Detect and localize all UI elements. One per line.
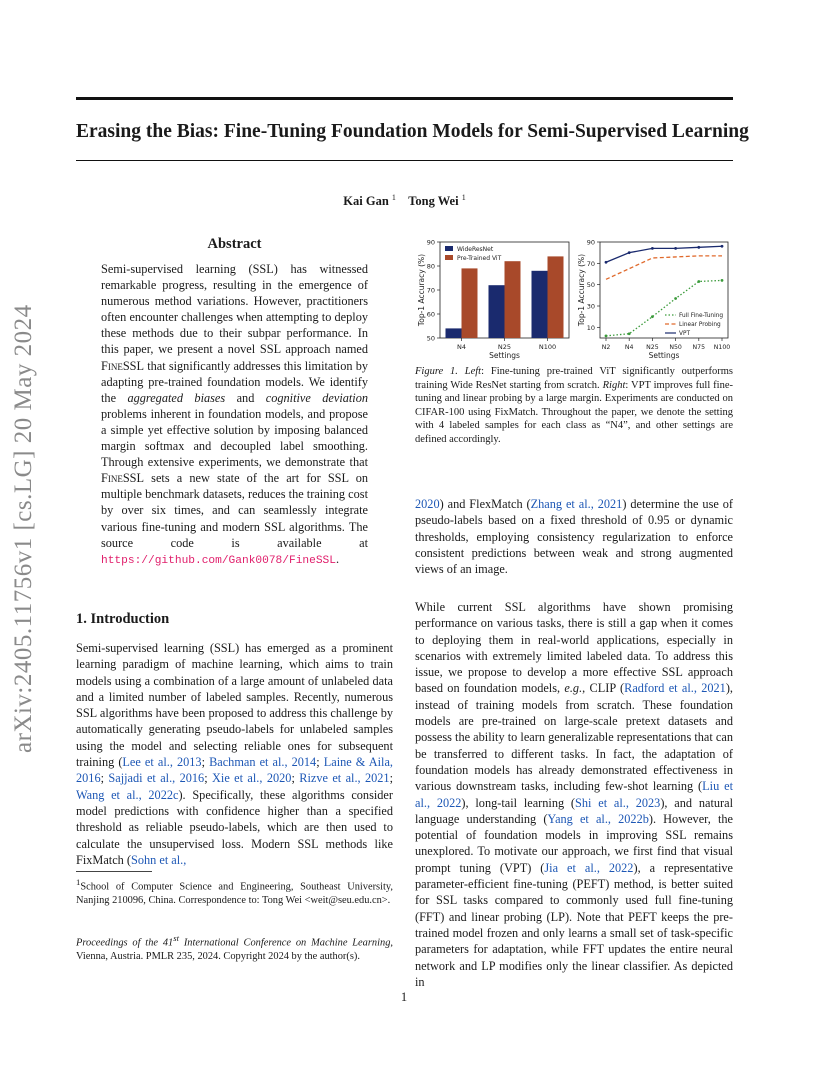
body-text: ), and natural language understanding ( [415, 795, 733, 826]
body-text: ), a representative parameter-efficient fine-tuning (PEFT) method, is better suited for SSL tasks compared to commonly used full fine-tuning (FFT) and linear probing (LP). Note that PEFT keeps the pre-trained model frozen and only learns a small set of task-specific parameters for adaptation, while FFT updates the entire neural network and LP modifies only the linear classifier. As depicted in [415, 860, 734, 989]
y-axis-label: Top-1 Accuracy (%) [577, 253, 586, 327]
source-code-link[interactable]: https://github.com/Gank0078/FineSSL [101, 554, 336, 567]
author-affiliation-mark: 1 [461, 193, 466, 202]
author-list [76, 193, 733, 209]
body-text: ), long-tail learning ( [461, 795, 576, 810]
page-number: 1 [400, 990, 408, 1004]
bar [532, 271, 548, 338]
legend-label: Linear Probing [679, 322, 721, 328]
body-text: ), instead of training models from scratch. These foundation models are pre-trained on large-scale pretext datasets and possess the ability to learn generalizable representations that can be transferred to different tasks. In fact, the adaptation of foundation models has already demonstrated effectiveness in various downstream tasks, including few-shot learning ( [415, 681, 733, 794]
abstract-text: problems inherent in foundation models, and propose a simple yet effective solution by imposing balanced margin softmax and decoupled label smoothing. Through extensive experiments, we demonstrate that [101, 406, 368, 470]
x-axis-label: Settings [648, 351, 680, 360]
body-text: Semi-supervised learning (SSL) has emerged as a prominent learning paradigm of machine learning, which aims to train models using a combination of a large amount of unlabeled data and a limited number of labeled samples. Recently, numerous SSL algorithms have been proposed to address this challenge by automatically generating pseudo-labels for unlabeled samples using the model and selecting reliable ones for subsequent training ( [76, 641, 393, 770]
citation-link[interactable]: Wang et al., 2022c [76, 787, 179, 802]
emphasis-text: e.g. [564, 681, 583, 696]
data-point [651, 315, 654, 318]
x-tick-label: N4 [457, 343, 466, 351]
legend-label: VPT [679, 331, 691, 337]
caption-emphasis: Left [464, 366, 482, 377]
body-text: ) determine the use of pseudo-labels based on a fixed threshold of 0.95 or dynamic thresholds, employing consistency regularization to enforce consistent predictions between weak and strong augmented views of an image. [415, 497, 733, 577]
body-text: While current SSL algorithms have shown promising performance on various tasks, there is still a gap when it comes to deploying them in real-world applications, especially in scenarios with extremely limited labeled data. To address this issue, we propose to develop a more effective SSL approach based on foundation models, [415, 600, 733, 696]
citation-link[interactable]: 2020 [415, 497, 440, 511]
bar [505, 261, 521, 338]
proceedings-text: , Vienna, Austria. PMLR 235, 2024. Copyright 2024 by the author(s). [76, 937, 393, 962]
method-name: FineSSL [101, 471, 145, 486]
abstract-text: and [225, 390, 266, 405]
section-heading: 1. Introduction [76, 611, 170, 627]
citation-link[interactable]: Liu et al., 2022 [415, 779, 733, 810]
intro-paragraph [76, 640, 393, 868]
body-paragraph [415, 496, 733, 577]
data-point [697, 246, 700, 249]
data-point [697, 280, 700, 283]
citation-link[interactable]: Shi et al., 2023 [575, 795, 661, 810]
body-text: ; [291, 771, 300, 786]
legend-swatch [445, 255, 453, 260]
caption-label: Figure 1. [415, 366, 458, 377]
proceedings-ordinal: 41 [162, 937, 174, 949]
data-point [651, 247, 654, 250]
body-text: ; [389, 771, 394, 786]
bar [446, 328, 462, 338]
y-tick-label: 60 [426, 310, 435, 319]
arxiv-identifier: arXiv:2405.11756v1 [cs.LG] 20 May 2024 [10, 304, 37, 753]
proceedings-text: Proceedings of the [76, 937, 163, 949]
y-tick-label: 10 [586, 323, 595, 332]
author-name: Kai Gan [343, 194, 389, 209]
data-point [628, 332, 631, 335]
x-tick-label: N25 [497, 343, 512, 351]
y-tick-label: 50 [586, 281, 595, 290]
body-text: ). Specifically, these algorithms consider model predictions with confidence higher than a specified threshold as reliable pseudo-labels, which are then used to calculate the unsupervised loss. Modern SSL methods like FixMatch ( [76, 787, 393, 867]
body-text: ; [316, 755, 324, 770]
data-point [721, 279, 724, 282]
body-text: ; [204, 771, 213, 786]
x-tick-label: N100 [538, 343, 557, 351]
series-line [606, 256, 722, 279]
data-point [721, 245, 724, 248]
y-tick-label: 30 [586, 302, 595, 311]
footnote-text: School of Computer Science and Engineering, Southeast University, Nanjing 210096, China. Correspondence to: Tong Wei <weit@seu.edu.cn>. [76, 881, 393, 906]
y-axis-label: Top-1 Accuracy (%) [417, 253, 426, 327]
abstract-text: . [335, 551, 340, 566]
bar [489, 285, 505, 338]
citation-link[interactable]: Rizve et al., 2021 [299, 771, 390, 786]
citation-link[interactable]: Zhang et al., 2021 [530, 497, 623, 511]
data-point [628, 251, 631, 254]
footnote-mark: 1 [76, 877, 81, 887]
paper-title: Erasing the Bias: Fine-Tuning Foundation Models for Semi-Supervised Learning [76, 121, 749, 142]
abstract-text: sets a new state of the art for SSL on multiple benchmark datasets, reduces the training cost by over six times, and can seamlessly integrate various fine-tuning and modern SSL algorithms. The source code is available at [101, 471, 368, 550]
method-name: FineSSL [101, 358, 145, 373]
citation-link[interactable]: Jia et al., 2022 [544, 860, 634, 875]
title-bottom-rule [76, 160, 733, 161]
legend-swatch [445, 246, 453, 251]
abstract-text: that significantly addresses this limitation by adapting pre-trained foundation models. We identify the [101, 358, 368, 405]
line-chart-right [577, 239, 730, 361]
y-tick-label: 70 [426, 286, 435, 295]
data-point [605, 261, 608, 264]
abstract-emphasis: cognitive deviation [265, 390, 369, 405]
data-point [674, 297, 677, 300]
proceedings-text: International Conference on Machine Learning [179, 937, 391, 949]
x-tick-label: N2 [601, 344, 611, 351]
affiliation-footnote [76, 876, 393, 907]
proceedings-ordinal-suffix: st [173, 933, 180, 943]
y-tick-label: 80 [426, 262, 435, 271]
x-tick-label: N75 [692, 344, 706, 351]
bar [548, 256, 564, 338]
citation-link[interactable]: Laine & Aila, 2016 [76, 755, 393, 786]
body-text: ) and FlexMatch ( [439, 497, 531, 511]
abstract-text: Semi-supervised learning (SSL) has witnessed remarkable progress, resulting in the emergence of numerous method variations. However, practitioners often encounter challenges when attempting to deploy these methods due to their subpar performance. In this paper, we present a novel SSL approach named [101, 262, 368, 357]
caption-text: : VPT improves full fine-tuning and linear probing by a large margin. Experiments are conducted on CIFAR-100 using FixMatch. Throughout the paper, we denote the setting with 4 labeled samples for each class as “N4”, and other settings are defined accordingly. [415, 379, 733, 445]
abstract-emphasis: aggregated biases [127, 390, 226, 405]
author-name: Tong Wei [408, 194, 459, 209]
body-text: ; [100, 771, 109, 786]
bar-chart-left [417, 239, 569, 361]
body-paragraph [415, 599, 733, 990]
abstract-heading: Abstract [207, 236, 262, 252]
caption-text: : Fine-tuning pre-trained ViT significantly outperforms training Wide ResNet starting from scratch. [415, 366, 733, 391]
citation-link[interactable]: Lee et al., 2013 [122, 755, 202, 770]
body-text: ; [201, 755, 210, 770]
footnote-divider [76, 871, 152, 872]
legend-label: Full Fine-Tuning [679, 313, 724, 319]
x-tick-label: N50 [669, 344, 682, 351]
y-tick-label: 90 [426, 238, 435, 247]
x-tick-label: N4 [624, 344, 634, 351]
legend-label: WideResNet [457, 246, 494, 253]
y-tick-label: 70 [586, 259, 595, 268]
x-tick-label: N100 [713, 344, 731, 351]
data-point [605, 334, 608, 337]
citation-link[interactable]: Xie et al., 2020 [212, 771, 292, 786]
citation-link[interactable]: Bachman et al., 2014 [209, 755, 317, 770]
x-tick-label: N25 [646, 344, 659, 351]
legend-label: Pre-Trained ViT [457, 255, 502, 262]
data-point [674, 247, 677, 250]
proceedings-note [76, 932, 393, 963]
figure-caption [415, 365, 733, 446]
y-tick-label: 90 [586, 238, 595, 247]
author-affiliation-mark: 1 [391, 193, 396, 202]
body-text: , CLIP ( [582, 681, 625, 696]
citation-link[interactable]: Sajjadi et al., 2016 [108, 771, 205, 786]
citation-link[interactable]: Sohn et al., [131, 852, 187, 867]
series-line [606, 246, 722, 262]
figure-1 [412, 234, 734, 360]
caption-emphasis: Right [602, 379, 626, 391]
body-text: ). However, the potential of foundation models in improving SSL remains unexplored. To motivate our approach, we first find that visual prompt tuning (VPT) ( [415, 811, 733, 875]
bar [462, 268, 478, 338]
citation-link[interactable]: Radford et al., 2021 [624, 681, 726, 696]
abstract-body [101, 261, 368, 569]
citation-link[interactable]: Yang et al., 2022b [547, 811, 649, 826]
title-top-rule [76, 97, 733, 100]
x-axis-label: Settings [489, 351, 520, 360]
y-tick-label: 50 [426, 334, 435, 343]
